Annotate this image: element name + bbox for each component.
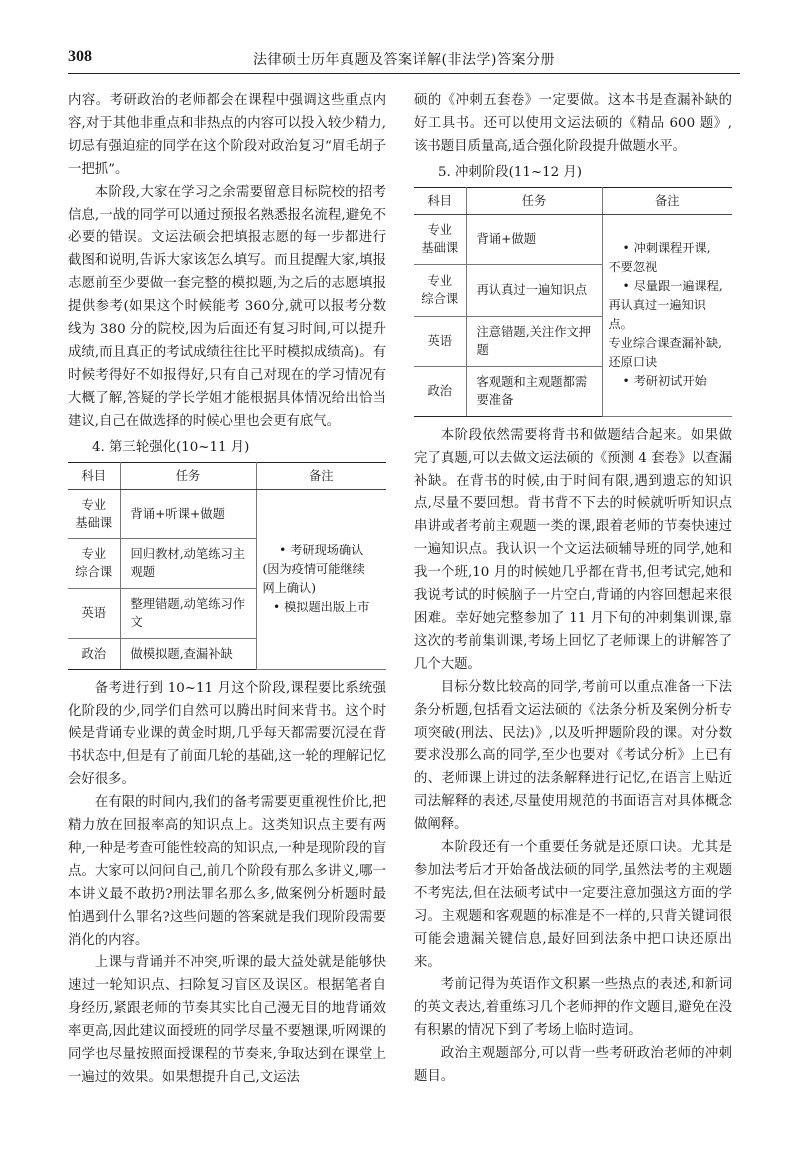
task-cell: 注意错题,关注作文押题 — [466, 316, 602, 366]
subject-cell: 专业 基础课 — [414, 214, 466, 264]
subject-cell: 政治 — [68, 638, 120, 669]
table-header-cell: 任务 — [120, 462, 256, 489]
task-cell: 客观题和主观题都需要准备 — [466, 366, 602, 416]
task-cell: 背诵+做题 — [466, 214, 602, 264]
note-line: • 模拟题出版上市 — [273, 600, 370, 615]
note-line: • 冲刺课程开课, — [622, 241, 711, 256]
note-line: 还原口诀 — [608, 355, 658, 370]
table-header-row — [68, 462, 386, 489]
table-header-cell: 任务 — [466, 187, 602, 214]
paragraph: 政治主观题部分,可以背一些考研政治老师的冲刺题目。 — [414, 1046, 732, 1085]
table-row — [414, 214, 732, 264]
subject-cell: 政治 — [414, 366, 466, 416]
subject-cell: 专业 综合课 — [414, 264, 466, 316]
table-header-cell: 科目 — [68, 462, 120, 489]
running-header — [68, 44, 740, 74]
note-cell — [256, 489, 386, 669]
task-cell: 再认真过一遍知识点 — [466, 264, 602, 316]
note-cell — [602, 214, 732, 416]
stage5-table — [414, 187, 732, 417]
note-line: 再认真过一遍知识点。 — [608, 298, 706, 332]
note-line: • 考研初试开始 — [622, 374, 707, 389]
paragraph: 上课与背诵并不冲突,听课的最大益处就是能够快速过一轮知识点、扫除复习盲区及误区。根据笔者自身经历,紧跟老师的节奏其实比自己漫无目的地背诵效率更高,因此建议面授班的同学尽量不要翘课,听网课的同学也尽量按照面授课程的节奏来,争取达到在课堂上一遍过的效果。如果想提升自己,文运法 — [68, 955, 386, 1085]
table-header-cell: 备注 — [602, 187, 732, 214]
paragraph: 考前记得为英语作文积累一些热点的表述,和新词的英文表达,着重练习几个老师押的作文题目,避免在没有积累的情况下到了考场上临时造词。 — [414, 977, 732, 1039]
subject-cell: 专业 综合课 — [68, 538, 120, 588]
page-number: 308 — [68, 48, 92, 65]
table-row — [68, 489, 386, 538]
paragraph: 在有限的时间内,我们的备考需要更重视性价比,把精力放在回报率高的知识点上。这类知识点主要有两种,一种是考查可能性较高的知识点,一种是现阶段的盲点。大家可以问问自己,前几个阶段有那么多讲义,哪一本讲义最不敢扔?刑法罪名那么多,做案例分析题时最怕遇到什么罪名?这些问题的答案就是我们现阶段需要消化的内容。 — [68, 795, 386, 948]
paragraph: 硕的《冲刺五套卷》一定要做。这本书是查漏补缺的好工具书。还可以使用文运法硕的《精品 600 题》,该书题目质量高,适合强化阶段提升做题水平。 — [414, 93, 732, 154]
paragraph: 内容。考研政治的老师都会在课程中强调这些重点内容,对于其他非重点和非热点的内容可以投入较少精力,切忌有强迫症的同学在这个阶段对政治复习“眉毛胡子一把抓”。 — [68, 93, 386, 177]
note-line: (因为疫情可能继续 — [262, 562, 365, 577]
table-header-row — [414, 187, 732, 214]
note-line: • 考研现场确认 — [279, 543, 364, 558]
left-column — [68, 90, 386, 1090]
paragraph: 本阶段依然需要将背书和做题结合起来。如果做完了真题,可以去做文运法硕的《预测 4 套卷》以查漏补缺。在背书的时候,由于时间有限,遇到遗忘的知识点,尽量不要回想。背书背不下去的时候就听听知识点串讲或者考前主观题一类的课,跟着老师的节奏快速过一遍知识点。我认识一个文运法硕辅导班的同学,她和我一个班,10 月的时候她几乎都在背书,但考试完,她和我说考试的时候脑子一片空白,背诵的内容回想起来很困难。幸好她完整参加了 11 月下旬的冲刺集训课,靠这次的考前集训课,考场上回忆了老师课上的讲解答了几个大题。 — [414, 427, 732, 672]
note-line: 网上确认) — [262, 581, 317, 596]
paragraph: 备考进行到 10~11 月这个阶段,课程要比系统强化阶段的少,同学们自然可以腾出时间来背书。这个时候是背诵专业课的黄金时期,几乎每天都需要沉浸在背书状态中,但是有了前面几轮的基础,这一轮的理解记忆会好很多。 — [68, 680, 386, 788]
subject-cell: 英语 — [68, 588, 120, 638]
table-header-cell: 科目 — [414, 187, 466, 214]
running-title: 法律硕士历年真题及答案详解(非法学)答案分册 — [253, 52, 555, 68]
task-cell: 做模拟题,查漏补缺 — [120, 638, 256, 669]
section-title: 4. 第三轮强化(10~11 月) — [92, 439, 250, 455]
note-line: • 尽量跟一遍课程, — [622, 279, 723, 294]
task-cell: 背诵+听课+做题 — [120, 489, 256, 538]
task-cell: 回归教材,动笔练习主观题 — [120, 538, 256, 588]
subject-cell: 英语 — [414, 316, 466, 366]
right-column — [414, 90, 732, 1089]
note-line: 不要忽视 — [608, 260, 658, 275]
task-cell: 整理错题,动笔练习作文 — [120, 588, 256, 638]
note-line: 专业综合课查漏补缺, — [608, 336, 723, 351]
section-title: 5. 冲刺阶段(11~12 月) — [438, 164, 582, 180]
paragraph: 目标分数比较高的同学,考前可以重点准备一下法条分析题,包括看文运法硕的《法条分析及案例分析专项突破(刑法、民法)》,以及听押题阶段的课。对分数要求没那么高的同学,至少也要对《考试分析》上已有的、老师课上讲过的法条解释进行记忆,在语言上贴近司法解释的表述,尽量使用规范的书面语言对具体概念做阐释。 — [414, 679, 732, 833]
stage4-table — [68, 462, 386, 670]
subject-cell: 专业 基础课 — [68, 489, 120, 538]
paragraph: 本阶段,大家在学习之余需要留意目标院校的招考信息,一战的同学可以通过预报名熟悉报名流程,避免不必要的错误。文运法硕会把填报志愿的每一步都进行截图和说明,告诉大家该怎么填写。而且提醒大家,填报志愿前至少要做一套完整的模拟题,为之后的志愿填报提供参考(如果这个时候能考 360分,就可以报考分数线为 380 分的院校,因为后面还有复习时间,可以提升成绩,而且真正的考试成绩往往比平时模拟成绩高)。有时候考得好不如报得好,只有自己对现在的学习情况有大概了解,答疑的学长学姐才能根据具体情况给出恰当建议,自己在做选择的时候心里也会更有底气。 — [68, 184, 386, 429]
table-header-cell: 备注 — [256, 462, 386, 489]
paragraph: 本阶段还有一个重要任务就是还原口诀。尤其是参加法考后才开始备战法硕的同学,虽然法考的主观题不考宪法,但在法硕考试中一定要注意加强这方面的学习。主观题和客观题的标准是不一样的,只背关键词很可能会遗漏关键信息,最好回到法条中把口诀还原出来。 — [414, 840, 732, 970]
